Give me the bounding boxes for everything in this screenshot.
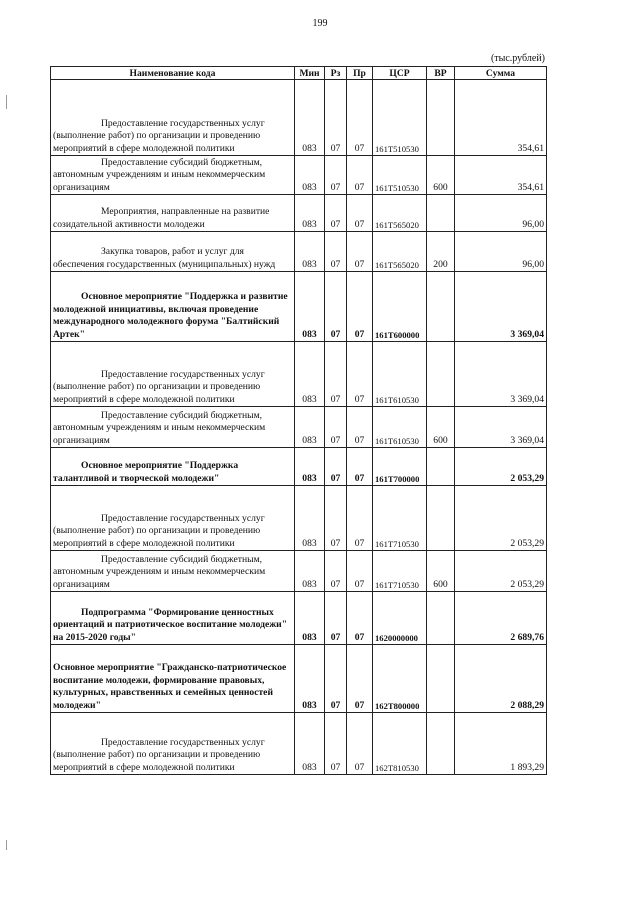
row-name: Подпрограмма "Формирование ценностных ориентаций и патриотическое воспитание молодежи" на 2015-2020 годы" [53, 606, 288, 643]
row-pr: 07 [347, 232, 373, 272]
row-csr: 161T565020 [373, 232, 427, 272]
row-min: 083 [295, 80, 325, 156]
scan-edge-mark [6, 840, 7, 850]
row-sum: 2 689,76 [455, 592, 547, 645]
table-header-row [51, 67, 547, 80]
table-row [51, 551, 547, 592]
row-name: Закупка товаров, работ и услуг для обеспечения государственных (муниципальных) нужд [53, 246, 276, 270]
row-pr: 07 [347, 645, 373, 713]
row-pr: 07 [347, 407, 373, 448]
row-vr [427, 645, 455, 713]
row-sum: 1 893,29 [455, 713, 547, 775]
row-min: 083 [295, 645, 325, 713]
row-pr: 07 [347, 592, 373, 645]
row-csr: 162T810530 [373, 713, 427, 775]
row-vr: 600 [427, 407, 455, 448]
row-pr: 07 [347, 551, 373, 592]
row-csr: 161T610530 [373, 342, 427, 407]
row-vr [427, 713, 455, 775]
row-rz: 07 [325, 156, 347, 195]
row-sum: 96,00 [455, 195, 547, 232]
table-row [51, 645, 547, 713]
row-csr: 161T710530 [373, 486, 427, 551]
row-name: Предоставление субсидий бюджетным, автономным учреждениям и иным некоммерческим организациям [53, 553, 266, 590]
row-rz: 07 [325, 592, 347, 645]
row-vr: 200 [427, 232, 455, 272]
header-sum: Сумма [455, 67, 547, 80]
row-min: 083 [295, 232, 325, 272]
row-csr: 161T610530 [373, 407, 427, 448]
row-min: 083 [295, 195, 325, 232]
row-name: Предоставление государственных услуг (выполнение работ) по организации и проведению мероприятий в сфере молодежной политики [53, 736, 265, 773]
row-csr: 1620000000 [373, 592, 427, 645]
header-min: Мин [295, 67, 325, 80]
table-row [51, 272, 547, 342]
row-min: 083 [295, 486, 325, 551]
row-min: 083 [295, 156, 325, 195]
budget-table [50, 66, 547, 775]
row-rz: 07 [325, 272, 347, 342]
row-pr: 07 [347, 195, 373, 232]
row-rz: 07 [325, 342, 347, 407]
table-row [51, 195, 547, 232]
row-sum: 2 053,29 [455, 448, 547, 486]
row-sum: 3 369,04 [455, 342, 547, 407]
row-vr [427, 448, 455, 486]
row-sum: 354,61 [455, 80, 547, 156]
row-rz: 07 [325, 486, 347, 551]
row-name: Основное мероприятие "Гражданско-патриотическое воспитание молодежи, формирование правовых, культурных, нравственных и семейных ценностей молодежи" [53, 662, 287, 711]
row-rz: 07 [325, 195, 347, 232]
table-row [51, 342, 547, 407]
table-row [51, 232, 547, 272]
row-min: 083 [295, 272, 325, 342]
row-vr [427, 342, 455, 407]
row-pr: 07 [347, 272, 373, 342]
row-name: Основное мероприятие "Поддержка талантливой и творческой молодежи" [53, 460, 239, 484]
row-vr [427, 592, 455, 645]
row-pr: 07 [347, 448, 373, 486]
row-csr: 162T800000 [373, 645, 427, 713]
row-name: Основное мероприятие "Поддержка и развитие молодежной инициативы, включая проведение международного молодежного форума "Балтийский Артек" [53, 291, 288, 340]
row-vr [427, 486, 455, 551]
row-name: Предоставление субсидий бюджетным, автономным учреждениям и иным некоммерческим организациям [53, 156, 266, 193]
row-name: Предоставление субсидий бюджетным, автономным учреждениям и иным некоммерческим организациям [53, 409, 266, 446]
row-vr [427, 272, 455, 342]
row-sum: 3 369,04 [455, 272, 547, 342]
row-pr: 07 [347, 713, 373, 775]
row-csr: 161T600000 [373, 272, 427, 342]
row-pr: 07 [347, 342, 373, 407]
row-min: 083 [295, 448, 325, 486]
row-pr: 07 [347, 156, 373, 195]
table-row [51, 156, 547, 195]
row-sum: 96,00 [455, 232, 547, 272]
header-pr: Пр [347, 67, 373, 80]
row-csr: 161T710530 [373, 551, 427, 592]
units-label: (тыс.рублей) [490, 53, 545, 64]
table-row [51, 448, 547, 486]
header-rz: Рз [325, 67, 347, 80]
row-min: 083 [295, 551, 325, 592]
row-csr: 161T510530 [373, 80, 427, 156]
row-sum: 2 053,29 [455, 551, 547, 592]
row-vr [427, 80, 455, 156]
row-rz: 07 [325, 448, 347, 486]
table-row [51, 407, 547, 448]
row-rz: 07 [325, 80, 347, 156]
row-min: 083 [295, 713, 325, 775]
row-sum: 2 053,29 [455, 486, 547, 551]
row-name: Предоставление государственных услуг (выполнение работ) по организации и проведению мероприятий в сфере молодежной политики [53, 117, 265, 154]
row-rz: 07 [325, 713, 347, 775]
row-name: Мероприятия, направленные на развитие созидательной активности молодежи [53, 206, 270, 230]
header-csr: ЦСР [373, 67, 427, 80]
row-name: Предоставление государственных услуг (выполнение работ) по организации и проведению мероприятий в сфере молодежной политики [53, 368, 265, 405]
row-min: 083 [295, 342, 325, 407]
row-pr: 07 [347, 486, 373, 551]
row-rz: 07 [325, 407, 347, 448]
page-number: 199 [312, 18, 328, 29]
table-row [51, 486, 547, 551]
row-vr: 600 [427, 551, 455, 592]
row-vr: 600 [427, 156, 455, 195]
row-min: 083 [295, 592, 325, 645]
row-pr: 07 [347, 80, 373, 156]
table-row [51, 592, 547, 645]
row-sum: 2 088,29 [455, 645, 547, 713]
row-rz: 07 [325, 551, 347, 592]
row-min: 083 [295, 407, 325, 448]
scan-edge-mark [6, 95, 7, 109]
header-name: Наименование кода [51, 67, 295, 80]
row-sum: 354,61 [455, 156, 547, 195]
row-rz: 07 [325, 232, 347, 272]
table-row [51, 80, 547, 156]
row-csr: 161T700000 [373, 448, 427, 486]
row-csr: 161T510530 [373, 156, 427, 195]
table-row [51, 713, 547, 775]
row-name: Предоставление государственных услуг (выполнение работ) по организации и проведению мероприятий в сфере молодежной политики [53, 512, 265, 549]
row-rz: 07 [325, 645, 347, 713]
header-vr: ВР [427, 67, 455, 80]
row-sum: 3 369,04 [455, 407, 547, 448]
row-csr: 161T565020 [373, 195, 427, 232]
row-vr [427, 195, 455, 232]
